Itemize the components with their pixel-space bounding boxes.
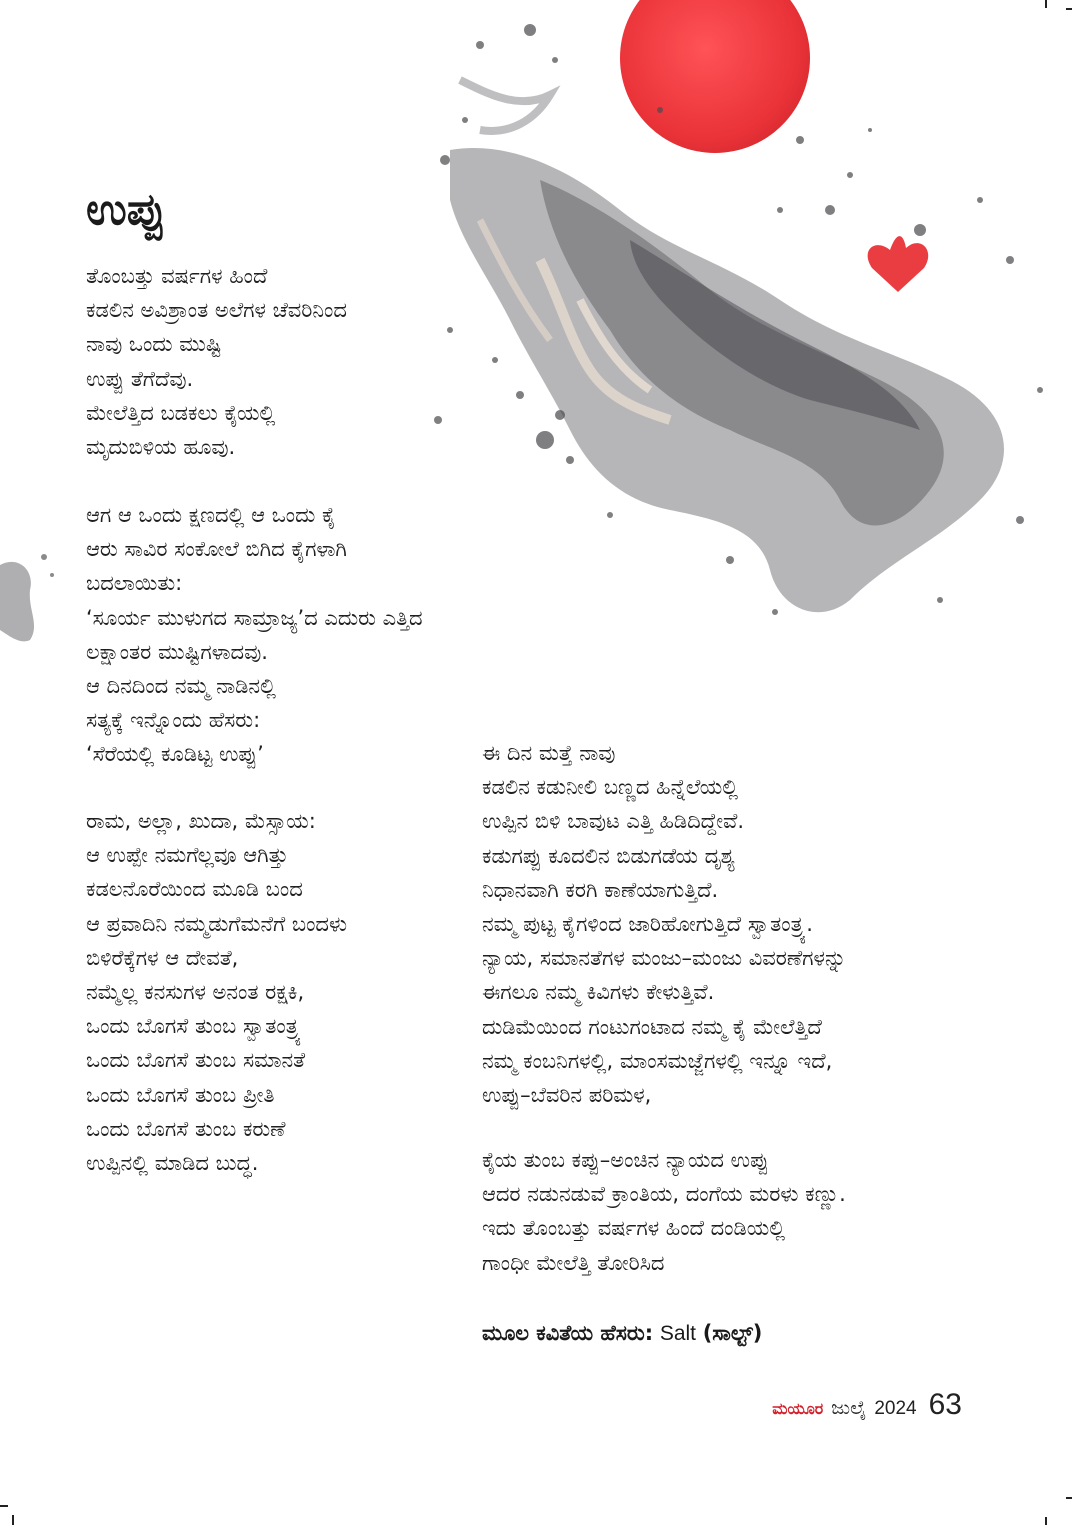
- poem-line: ಒಂದು ಬೊಗಸೆ ತುಂಬ ಸ್ವಾತಂತ್ರ್ಯ: [86, 1014, 302, 1039]
- ink-illustration: [420, 0, 1072, 640]
- poem-line: ಉಪ್ಪಿನಲ್ಲಿ ಮಾಡಿದ ಬುದ್ಧ.: [86, 1151, 259, 1176]
- poem-stanza: [86, 259, 347, 464]
- poem-line: ಮೃದುಬಿಳಿಯ ಹೂವು.: [86, 435, 236, 460]
- poem-line: ಕಡಲಿನ ಅವಿಶ್ರಾಂತ ಅಲೆಗಳ ಚೆವರಿನಿಂದ: [86, 298, 347, 323]
- poem-line: ಗಾಂಧೀ ಮೇಲೆತ್ತಿ ತೋರಿಸಿದ: [482, 1250, 665, 1275]
- poem-line: ತೊಂಬತ್ತು ವರ್ಷಗಳ ಹಿಂದೆ: [86, 264, 268, 288]
- poem-line: ಆರು ಸಾವಿರ ಸಂಕೋಲೆ ಬಿಗಿದ ಕೈಗಳಾಗಿ: [86, 537, 347, 562]
- poem-line: ‘ಸೆರೆಯಲ್ಲಿ ಕೂಡಿಟ್ಟ ಉಪ್ಪು’: [86, 742, 264, 767]
- poem-line: ಈ ದಿನ ಮತ್ತೆ ನಾವು: [482, 741, 616, 765]
- poem-stanza: [86, 498, 423, 772]
- poem-line: ಸತ್ಯಕ್ಕೆ ಇನ್ನೊಂದು ಹೆಸರು:: [86, 708, 261, 733]
- poem-line: ಉಪ್ಪು ತೆಗೆದೆವು.: [86, 366, 194, 391]
- poem-line: ಒಂದು ಬೊಗಸೆ ತುಂಬ ಪ್ರೀತಿ: [86, 1082, 275, 1107]
- crop-mark: [12, 1515, 14, 1525]
- crop-mark: [1045, 1517, 1047, 1525]
- poem-line: ಆ ದಿನದಿಂದ ನಮ್ಮ ನಾಡಿನಲ್ಲಿ: [86, 674, 276, 699]
- red-heart: [868, 236, 929, 292]
- issue-month: ಜುಲೈ: [831, 1397, 867, 1419]
- crop-mark: [1066, 1497, 1072, 1499]
- poem-line: ಮೇಲೆತ್ತಿದ ಬಡಕಲು ಕೈಯಲ್ಲಿ: [86, 400, 276, 425]
- crop-mark: [0, 1505, 8, 1507]
- poem-line: ನಿಧಾನವಾಗಿ ಕರಗಿ ಕಾಣೆಯಾಗುತ್ತಿದೆ.: [482, 877, 719, 902]
- poem-title: ಉಪ್ಪು: [86, 184, 166, 235]
- poem-line: ಉಪ್ಪು–ಬೆವರಿನ ಪರಿಮಳ,: [482, 1083, 652, 1108]
- poem-line: ಆದರ ನಡುನಡುವೆ ಕ್ರಾಂತಿಯ, ದಂಗೆಯ ಮರಳು ಕಣ್ಣು.: [482, 1182, 846, 1207]
- poem-stanza: [482, 1143, 846, 1280]
- poem-line: ನ್ಯಾಯ, ಸಮಾನತೆಗಳ ಮಂಜು–ಮಂಜು ವಿವರಣೆಗಳನ್ನು: [482, 946, 847, 971]
- poem-line: ನಮ್ಮ ಕಂಬನಿಗಳಲ್ಲಿ, ಮಾಂಸಮಜ್ಜೆಗಳಲ್ಲಿ ಇನ್ನೂ ಇದೆ,: [482, 1048, 833, 1073]
- poem-line: ಕಡಲನೊರೆಯಿಂದ ಮೂಡಿ ಬಂದ: [86, 877, 303, 902]
- poem-line: ದುಡಿಮೆಯಿಂದ ಗಂಟುಗಂಟಾದ ನಮ್ಮ ಕೈ ಮೇಲೆತ್ತಿದೆ: [482, 1014, 822, 1039]
- poem-line: ಕಡಲಿನ ಕಡುನೀಲಿ ಬಣ್ಣದ ಹಿನ್ನೆಲೆಯಲ್ಲಿ: [482, 775, 739, 800]
- poem-line: ಒಂದು ಬೊಗಸೆ ತುಂಬ ಕರುಣೆ: [86, 1116, 286, 1141]
- original-poem-credit: [482, 1316, 762, 1351]
- poem-line: ಇದು ತೊಂಬತ್ತು ವರ್ಷಗಳ ಹಿಂದೆ ದಂಡಿಯಲ್ಲಿ: [482, 1216, 786, 1241]
- page-footer: [772, 1388, 962, 1422]
- poem-line: ರಾಮ, ಅಲ್ಲಾ, ಖುದಾ, ಮೆಸ್ಸಾಯ:: [86, 809, 316, 833]
- magazine-logo: ಮಯೂರ: [772, 1399, 824, 1418]
- red-sun: [620, 0, 810, 153]
- page-number: 63: [928, 1388, 962, 1421]
- poem-stanza: [482, 736, 846, 1112]
- credit-title-kannada: (ಸಾಲ್ಟ್): [702, 1321, 763, 1345]
- ink-splatter-left: [0, 545, 60, 645]
- poem-line: ಬದಲಾಯಿತು:: [86, 571, 183, 596]
- poem-line: ಆ ಪ್ರವಾದಿನಿ ನಮ್ಮಡುಗೆಮನೆಗೆ ಬಂದಳು: [86, 911, 348, 936]
- poem-line: ಆಗ ಆ ಒಂದು ಕ್ಷಣದಲ್ಲಿ ಆ ಒಂದು ಕೈ: [86, 503, 336, 527]
- poem-line: ಲಕ್ಷಾಂತರ ಮುಷ್ಟಿಗಳಾದವು.: [86, 639, 268, 664]
- poem-line: ನಾವು ಒಂದು ಮುಷ್ಟಿ: [86, 332, 222, 357]
- poem-line: ಕೈಯ ತುಂಬ ಕಪ್ಪು–ಅಂಚಿನ ನ್ಯಾಯದ ಉಪ್ಪು: [482, 1148, 769, 1172]
- poem-line: ನಮ್ಮೆಲ್ಲ ಕನಸುಗಳ ಅನಂತ ರಕ್ಷಕಿ,: [86, 980, 305, 1005]
- poem-stanza: [86, 804, 347, 1180]
- credit-title: Salt: [659, 1322, 696, 1345]
- poem-line: ಈಗಲೂ ನಮ್ಮ ಕಿವಿಗಳು ಕೇಳುತ್ತಿವೆ.: [482, 980, 715, 1005]
- poem-line: ಉಪ್ಪಿನ ಬಿಳಿ ಬಾವುಟ ಎತ್ತಿ ಹಿಡಿದಿದ್ದೇವೆ.: [482, 809, 745, 834]
- poem-line: ಆ ಉಪ್ಪೇ ನಮಗೆಲ್ಲವೂ ಆಗಿತ್ತು: [86, 843, 289, 868]
- poem-line: ನಮ್ಮ ಪುಟ್ಟ ಕೈಗಳಿಂದ ಜಾರಿಹೋಗುತ್ತಿದೆ ಸ್ವಾತಂತ್ರ್ಯ.: [482, 912, 813, 937]
- poem-line: ಕಡುಗಪ್ಪು ಕೂದಲಿನ ಬಿಡುಗಡೆಯ ದೃಶ್ಯ: [482, 843, 736, 868]
- issue-year: 2024: [874, 1398, 917, 1419]
- poem-line: ‘ಸೂರ್ಯ ಮುಳುಗದ ಸಾಮ್ರಾಜ್ಯ’ದ ಎದುರು ಎತ್ತಿದ: [86, 605, 423, 630]
- poem-line: ಬಿಳಿರೆಕ್ಕೆಗಳ ಆ ದೇವತೆ,: [86, 945, 239, 970]
- credit-label: ಮೂಲ ಕವಿತೆಯ ಹೆಸರು:: [482, 1321, 654, 1345]
- poem-line: ಒಂದು ಬೊಗಸೆ ತುಂಬ ಸಮಾನತೆ: [86, 1048, 306, 1073]
